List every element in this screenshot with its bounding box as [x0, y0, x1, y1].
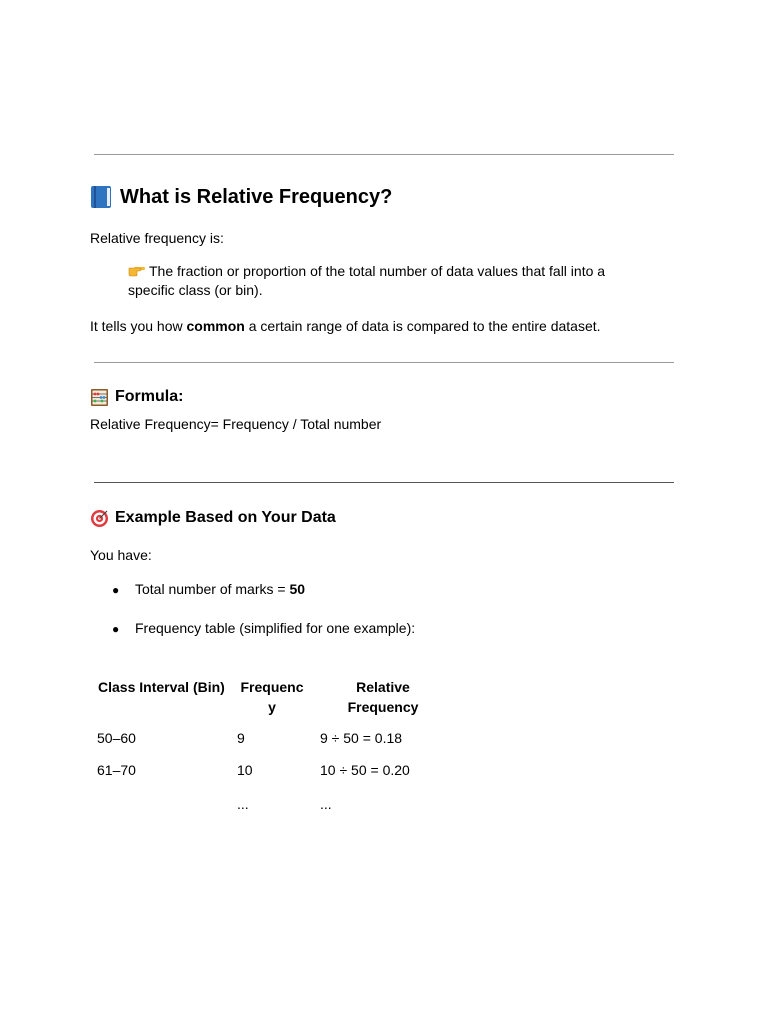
formula-text: Relative Frequency= Frequency / Total number: [90, 416, 382, 432]
bullet1-bold: 50: [289, 581, 306, 597]
table-cell-relative: ...: [320, 796, 332, 812]
summary-text: [90, 317, 601, 336]
blue-book-icon: [90, 185, 112, 209]
table-header-relative-line1: Relative: [356, 679, 410, 695]
table-header-relative-frequency: [340, 677, 426, 717]
table-header-class-interval: Class Interval (Bin): [98, 679, 225, 695]
bullet-dot: ●: [112, 622, 120, 636]
table-cell-interval: 61–70: [97, 762, 136, 778]
section-title-relative-frequency: [90, 183, 392, 211]
table-cell-frequency: 9: [237, 730, 245, 746]
bullet2-text: Frequency table (simplified for one example):: [135, 620, 416, 636]
abacus-icon: [90, 388, 109, 407]
intro-text: Relative frequency is:: [90, 230, 224, 246]
list-item-frequency-table: [112, 619, 415, 639]
table-cell-relative: 9 ÷ 50 = 0.18: [320, 730, 403, 746]
table-header-frequency-line1: Frequenc: [240, 679, 304, 695]
table-header-relative-line2: Frequency: [347, 699, 419, 715]
target-icon: [90, 509, 109, 528]
summary-after: a certain range of data is compared to the entire dataset.: [244, 318, 601, 334]
definition-quote: [128, 262, 618, 300]
table-cell-interval: 50–60: [97, 730, 136, 746]
divider-middle: [94, 362, 674, 363]
pointing-hand-icon: [128, 263, 146, 277]
table-header-frequency: [237, 677, 307, 717]
summary-before: It tells you how: [90, 318, 187, 334]
bullet-dot: ●: [112, 583, 120, 597]
divider-top: [94, 154, 674, 155]
summary-bold: common: [186, 318, 245, 334]
section-title-example: [90, 507, 336, 529]
section-title-text: What is Relative Frequency?: [120, 186, 393, 208]
list-item-total-marks: [112, 580, 305, 600]
you-have-text: You have:: [90, 547, 152, 563]
definition-quote-text: The fraction or proportion of the total number of data values that fall into a specific class (or bin).: [128, 263, 606, 298]
formula-title-text: Formula:: [115, 388, 184, 405]
table-cell-relative: 10 ÷ 50 = 0.20: [320, 762, 410, 778]
divider-lower: [94, 482, 674, 483]
example-title-text: Example Based on Your Data: [115, 509, 336, 526]
bullet1-before: Total number of marks =: [135, 581, 290, 597]
table-cell-frequency: 10: [237, 762, 253, 778]
table-cell-frequency: ...: [237, 796, 249, 812]
section-title-formula: [90, 386, 183, 408]
table-header-frequency-line2: y: [268, 699, 276, 715]
